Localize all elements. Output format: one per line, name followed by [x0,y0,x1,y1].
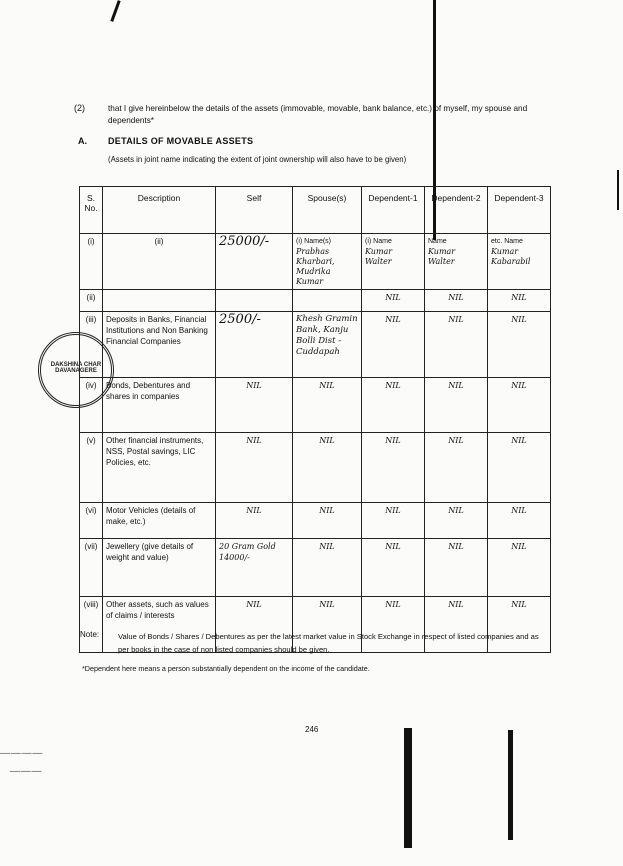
cell-description: Motor Vehicles (details of make, etc.) [103,503,216,539]
dependent-2-name-handwritten: Kumar Walter [428,247,456,266]
header-dependent-1: Dependent-1 [362,187,425,234]
header-dependent-3: Dependent-3 [488,187,551,234]
cell-dependent-3 [488,234,551,290]
cell-self: NIL [216,378,293,433]
cell-dependent-3: NIL [488,290,551,312]
section-letter: A. [78,136,87,146]
table-row [80,290,551,312]
cell-dependent-2: NIL [425,539,488,597]
dependent-1-name-handwritten: Kumar Walter [365,247,393,266]
cell-dependent-3: NIL [488,312,551,378]
cell-dependent-3: NIL [488,539,551,597]
cell-sno: (ii) [80,290,103,312]
stamp-text: DAKSHINA CHAR DAVANAGERE [50,362,102,374]
cell-self: NIL [216,503,293,539]
cell-dependent-1: NIL [362,597,425,653]
scan-mark-bottom-2 [508,730,513,840]
scan-mark-bottom [404,728,412,848]
cell-spouse: NIL [293,503,362,539]
cell-dependent-1: NIL [362,312,425,378]
cell-dependent-1: NIL [362,433,425,503]
official-seal-stamp [38,332,114,408]
dependent-3-name-handwritten: Kumar Kabarabil [491,247,531,266]
cell-spouse: NIL [293,539,362,597]
page-number: 246 [305,725,319,734]
cell-self: 25000/- [216,234,293,290]
cell-sno: (iv) [80,378,103,433]
cell-self: NIL [216,597,293,653]
cell-sno: (vi) [80,503,103,539]
cell-sno: (iii) [80,312,103,378]
note-label: Note: [80,630,100,639]
cell-description: Deposits in Banks, Financial Institutions and Non Banking Financial Companies [103,312,216,378]
table-row [80,378,551,433]
cell-sno: (vii) [80,539,103,597]
spouse-name-label: (i) Name(s) [296,238,331,245]
cell-description: Other financial instruments, NSS, Postal savings, LIC Policies, etc. [103,433,216,503]
footnote: *Dependent here means a person substantially dependent on the income of the candidate. [82,664,370,673]
scan-mark-top [110,0,120,22]
cell-dependent-1: NIL [362,539,425,597]
cell-dependent-2: NIL [425,378,488,433]
table-row [80,433,551,503]
cell-dependent-3: NIL [488,378,551,433]
table-row [80,312,551,378]
table-row [80,539,551,597]
cell-dependent-3: NIL [488,597,551,653]
cell-dependent-1: NIL [362,290,425,312]
header-sno: S. No. [80,187,103,234]
cell-self: 20 Gram Gold 14000/- [216,539,293,597]
cell-sno: (v) [80,433,103,503]
cell-self: NIL [216,433,293,503]
cell-dependent-3: NIL [488,433,551,503]
declaration-number: (2) [74,103,85,113]
table-row-names [80,234,551,290]
cell-dependent-2: NIL [425,290,488,312]
cell-dependent-3: NIL [488,503,551,539]
scan-mark-right-edge [617,170,619,210]
declaration-text: that I give hereinbelow the details of the assets (immovable, movable, bank balance, etc.) of myself, my spouse and dependents* [108,104,528,125]
dependent-1-name-label: (i) Name [365,238,392,245]
dependent-3-name-label: etc. Name [491,238,523,245]
cell-dependent-1: NIL [362,503,425,539]
cell-description: Other assets, such as values of claims / interests [103,597,216,653]
cell-dependent-2: NIL [425,503,488,539]
cell-spouse: Khesh Gramin Bank, Kanju Bolli Dist - Cuddapah [293,312,362,378]
cell-dependent-2 [425,234,488,290]
cell-spouse: NIL [293,597,362,653]
header-description: Description [103,187,216,234]
cell-description: Jewellery (give details of weight and value) [103,539,216,597]
cell-dependent-1: NIL [362,378,425,433]
cell-spouse [293,290,362,312]
section-title: DETAILS OF MOVABLE ASSETS [108,136,254,146]
table-header-row [80,187,551,234]
cell-description: Bonds, Debentures and shares in companies [103,378,216,433]
dependent-2-name-label: Name [428,238,447,245]
cell-self [216,290,293,312]
section-subtitle: (Assets in joint name indicating the extent of joint ownership will also have to be given) [108,155,407,164]
cell-spouse: NIL [293,433,362,503]
cell-sno: (viii) [80,597,103,653]
cell-self: 2500/- [216,312,293,378]
header-spouse: Spouse(s) [293,187,362,234]
scan-smudge-left-2: — — — [10,766,41,777]
cell-spouse [293,234,362,290]
cell-description: (ii) [103,234,216,290]
header-self: Self [216,187,293,234]
cell-dependent-1 [362,234,425,290]
note-text: Value of Bonds / Shares / Debentures as per the latest market value in Stock Exchange in respect of listed companies and as per books in the case of non listed companies should be given. [118,632,539,654]
header-dependent-2: Dependent-2 [425,187,488,234]
cell-spouse: NIL [293,378,362,433]
spouse-name-handwritten: Prabhas Kharbari, Mudrika Kumar [296,247,335,286]
table-row [80,503,551,539]
movable-assets-table [79,186,551,653]
cell-description [103,290,216,312]
cell-dependent-2: NIL [425,433,488,503]
cell-dependent-2: NIL [425,312,488,378]
scan-smudge-left: — — — — [0,748,42,759]
cell-sno: (i) [80,234,103,290]
cell-dependent-2: NIL [425,597,488,653]
